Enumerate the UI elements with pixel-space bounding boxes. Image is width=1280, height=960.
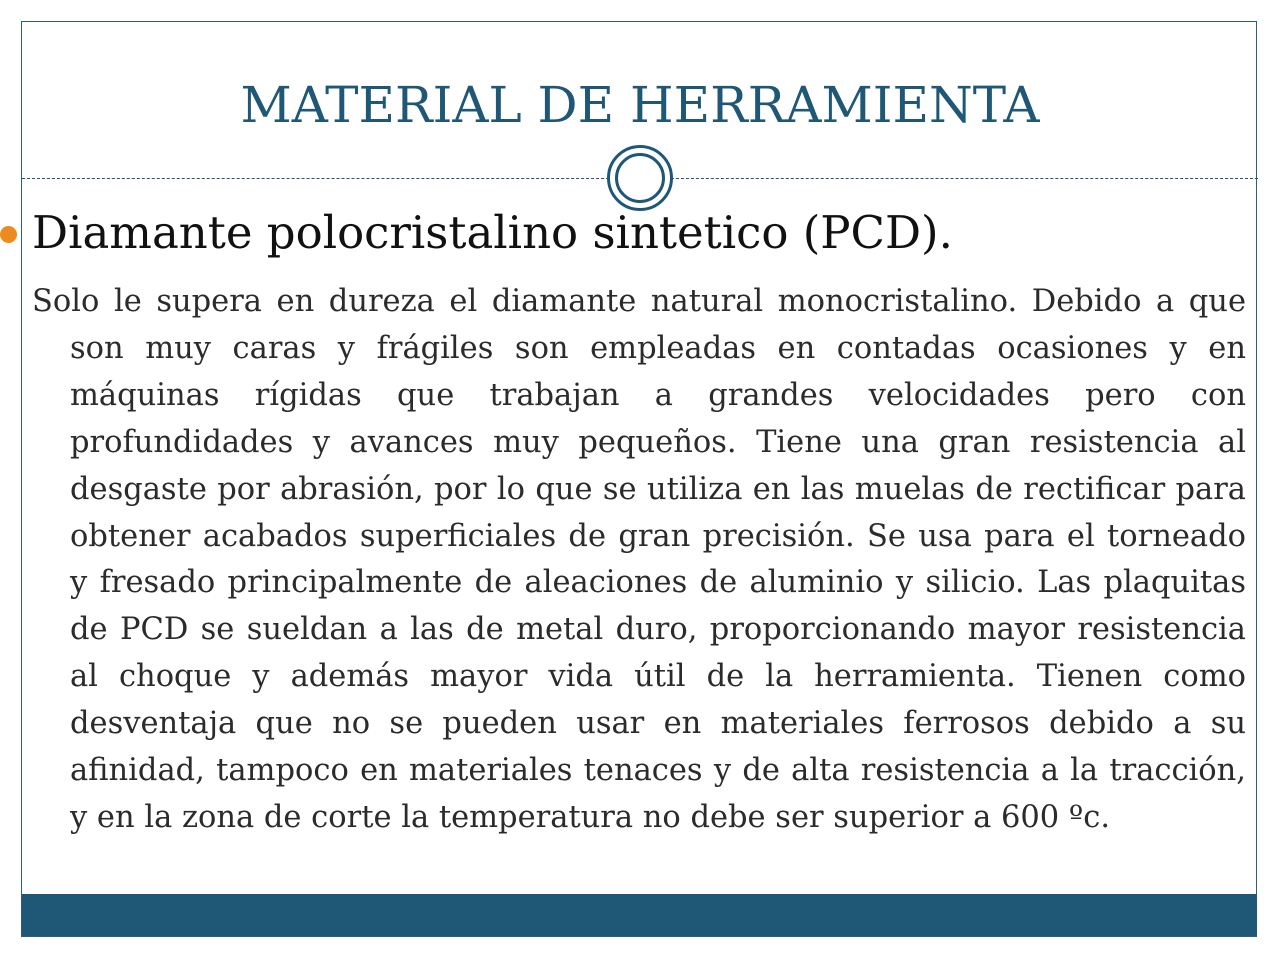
bullet-heading: Diamante polocristalino sintetico (PCD). xyxy=(32,206,953,259)
slide-title: MATERIAL DE HERRAMIENTA xyxy=(240,76,1040,134)
inner-circle xyxy=(615,153,665,203)
bullet-dot-icon xyxy=(0,226,17,243)
body-paragraph: Solo le supera en dureza el diamante natural monocristalino. Debido a que son muy caras y frágiles son empleadas en contadas ocasiones y en máquinas rígidas que trabajan a grandes velocidades pero con profundidades y avances muy pequeños. Tiene una gran resistencia al desgaste por abrasión, por lo que se utiliza en las muelas de rectificar para obtener acabados superficiales de gran precisión. Se usa para el torneado y fresado principalmente de aleaciones de aluminio y silicio. Las plaquitas de PCD se sueldan a las de metal duro, proporcionando mayor resistencia al choque y además mayor vida útil de la herramienta. Tienen como desventaja que no se pueden usar en materiales ferrosos debido a su afinidad, tampoco en materiales tenaces y de alta resistencia a la tracción, y en la zona de corte la temperatura no debe ser superior a 600 ºc. xyxy=(32,284,1246,835)
bottom-bar xyxy=(22,894,1257,936)
